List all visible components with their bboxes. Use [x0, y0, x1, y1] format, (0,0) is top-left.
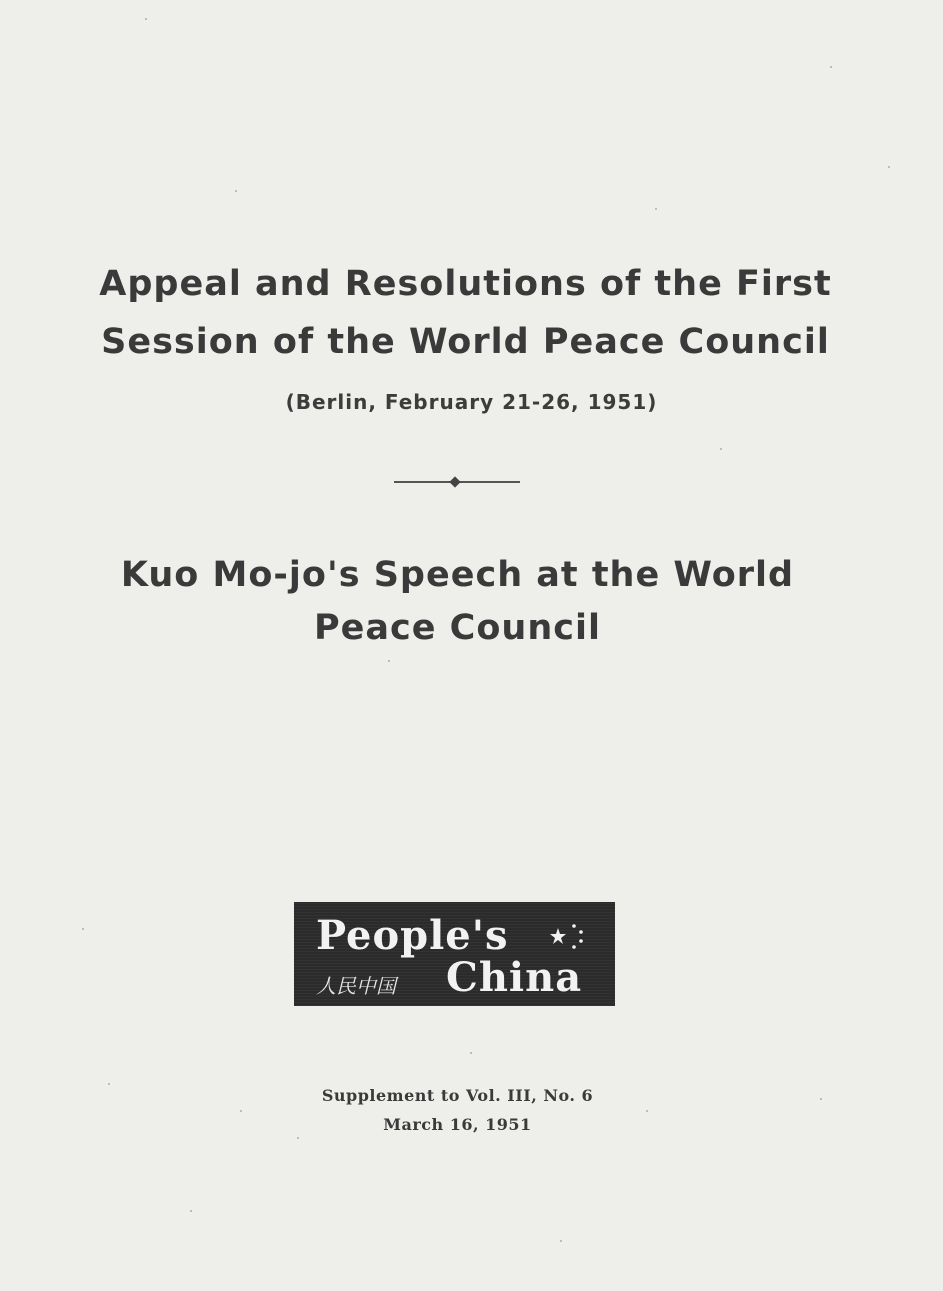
- second-title-line-2: Peace Council: [314, 608, 601, 648]
- paper-speck: [108, 1083, 110, 1085]
- paper-speck: [145, 18, 147, 20]
- paper-speck: [82, 928, 84, 930]
- paper-speck: [388, 660, 390, 662]
- paper-speck: [560, 1240, 562, 1242]
- second-title-line-1: Kuo Mo-jo's Speech at the World: [120, 555, 795, 595]
- supplement-line: Supplement to Vol. III, No. 6: [321, 1086, 594, 1105]
- peoples-china-logo: [294, 902, 615, 1006]
- logo-line-2: China: [446, 954, 583, 1001]
- divider-ornament: [449, 476, 460, 487]
- paper-speck: [190, 1210, 192, 1212]
- main-title-line-2: Session of the World Peace Council: [101, 322, 830, 362]
- stars-icon: [548, 920, 592, 956]
- paper-speck: [235, 190, 237, 192]
- date-line: March 16, 1951: [383, 1115, 532, 1134]
- paper-speck: [646, 1110, 648, 1112]
- paper-speck: [720, 448, 722, 450]
- subtitle: (Berlin, February 21-26, 1951): [285, 390, 658, 414]
- paper-speck: [655, 208, 657, 210]
- paper-speck: [888, 166, 890, 168]
- main-title-line-1: Appeal and Resolutions of the First: [99, 264, 832, 304]
- paper-speck: [297, 1137, 299, 1139]
- paper-speck: [240, 1110, 242, 1112]
- logo-chinese-text: 人民中国: [316, 974, 396, 998]
- paper-speck: [830, 66, 832, 68]
- logo-line-1: People's: [316, 912, 509, 959]
- paper-speck: [470, 1052, 472, 1054]
